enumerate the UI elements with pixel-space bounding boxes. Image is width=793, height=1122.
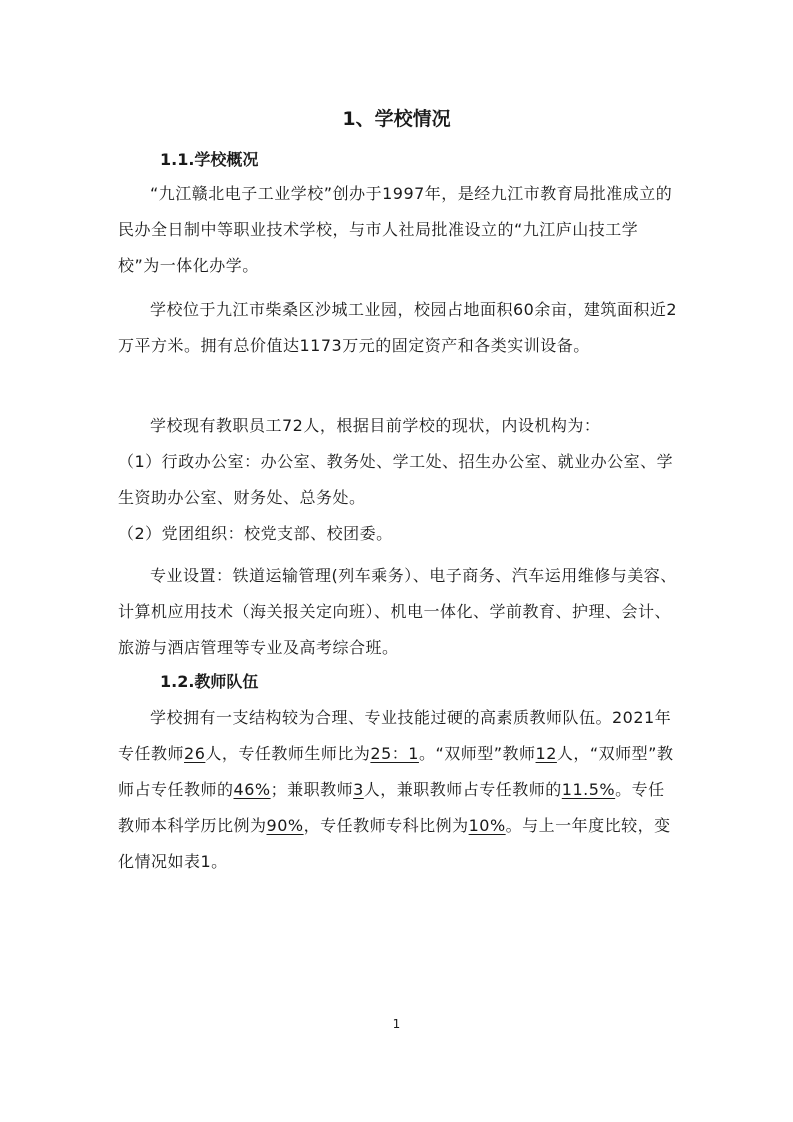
paragraph-party-org: （2）党团组织：校党支部、校团委。 — [118, 524, 393, 543]
value-parttime-teachers: 3 — [353, 780, 364, 799]
value-college-pct: 10% — [468, 816, 506, 835]
paragraph-founding: “九江赣北电子工业学校”创办于1997年，是经九江市教育局批准成立的民办全日制中等职业技术学校，与市人社局批准设立的“九江庐山技工学校”为一体化办学。 — [118, 184, 673, 275]
paragraph-staff: 学校现有教职员工72人，根据目前学校的现状，内设机构为： — [150, 416, 601, 435]
text: 学校拥有一支结构较为合理、专业技能过硬的高素质教师队伍。2021年专任教师 — [118, 708, 672, 763]
page-title: 1、学校情况 — [342, 108, 451, 130]
value-parttime-pct: 11.5% — [561, 780, 616, 799]
text: 人，兼职教师占专任教师的 — [363, 780, 562, 799]
value-dual-teacher-pct: 46% — [233, 780, 271, 799]
value-student-teacher-ratio: 25：1 — [370, 744, 419, 763]
value-dual-teachers: 12 — [535, 744, 557, 763]
paragraph-campus: 学校位于九江市柴桑区沙城工业园，校园占地面积60余亩，建筑面积近2万平方米。拥有总价值达1173万元的固定资产和各类实训设备。 — [118, 300, 678, 355]
value-fulltime-teachers: 26 — [184, 744, 206, 763]
text: 。专任教师本科学历比例为 — [118, 780, 665, 835]
page-number: 1 — [392, 1017, 401, 1031]
text: 。“双师型”教师 — [418, 744, 536, 763]
text: 人，专任教师生师比为 — [205, 744, 371, 763]
value-bachelor-pct: 90% — [266, 816, 304, 835]
section-heading-teachers: 1.2.教师队伍 — [160, 672, 259, 691]
paragraph-majors: 专业设置：铁道运输管理(列车乘务）、电子商务、汽车运用维修与美容、计算机应用技术（海关报关定向班）、机电一体化、学前教育、护理、会计、旅游与酒店管理等专业及高考综合班。 — [118, 566, 677, 657]
text: 。与上一年度比较，变化情况如表1。 — [118, 816, 671, 871]
section-heading-school-overview: 1.1.学校概况 — [160, 150, 259, 169]
paragraph-admin-offices: （1）行政办公室：办公室、教务处、学工处、招生办公室、就业办公室、学生资助办公室、财务处、总务处。 — [118, 452, 674, 507]
paragraph-teacher-stats — [118, 700, 678, 880]
text: ；兼职教师 — [270, 780, 354, 799]
text: ，专任教师专科比例为 — [303, 816, 469, 835]
text: 人，“双师型”教师占专任教师的 — [118, 744, 674, 799]
